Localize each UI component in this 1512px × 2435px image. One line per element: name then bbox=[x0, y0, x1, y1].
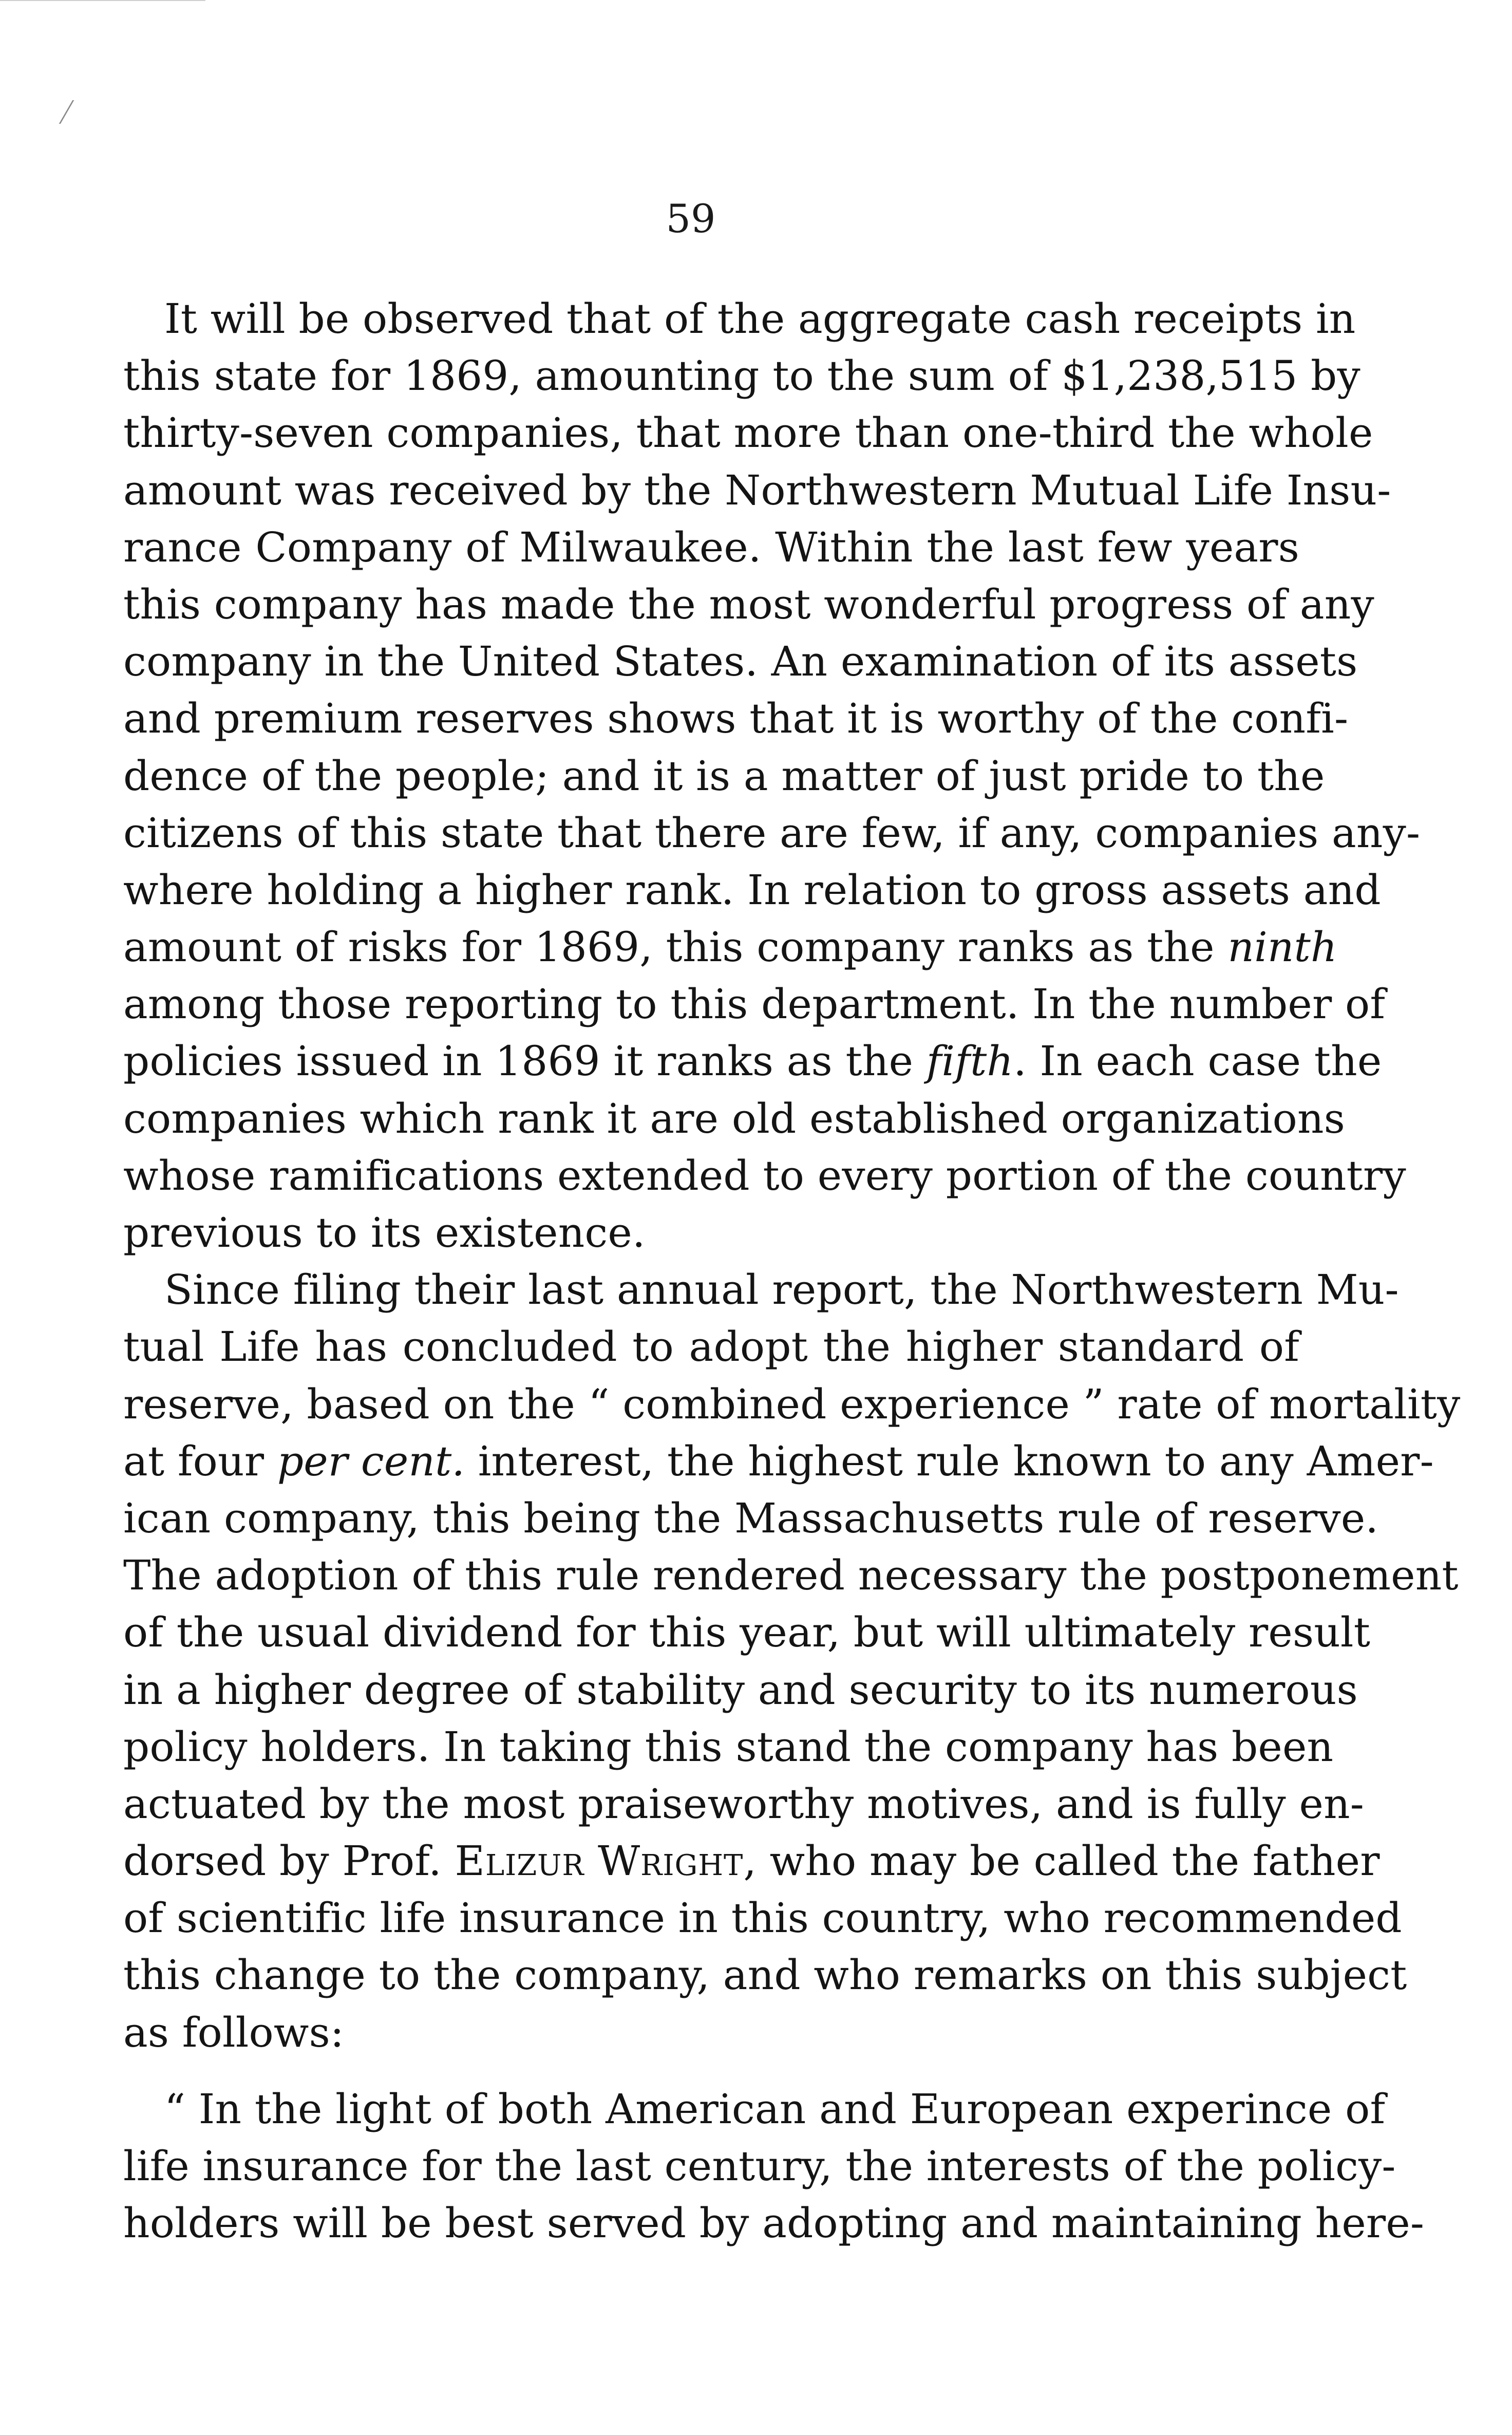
stray-pen-mark bbox=[59, 100, 82, 124]
text-line: company in the United States. An examination of its assets bbox=[123, 638, 1358, 686]
text-line: of scientific life insurance in this country, who recommended bbox=[123, 1894, 1402, 1942]
text-line: this state for 1869, amounting to the sum of $1,238,515 by bbox=[123, 352, 1360, 400]
page-number: 59 bbox=[666, 196, 716, 241]
text-line: this company has made the most wonderful progress of any bbox=[123, 580, 1374, 628]
text-line: policies issued in 1869 it ranks as the fifth. In each case the bbox=[123, 1037, 1382, 1085]
text-line: amount was received by the Northwestern Mutual Life Insu- bbox=[123, 466, 1391, 514]
text-line: previous to its existence. bbox=[123, 1209, 646, 1257]
text-line: rance Company of Milwaukee. Within the last few years bbox=[123, 523, 1299, 571]
text-line: policy holders. In taking this stand the company has been bbox=[123, 1722, 1334, 1771]
text-line: dence of the people; and it is a matter of just pride to the bbox=[123, 752, 1325, 800]
text-line: at four per cent. interest, the highest rule known to any Amer- bbox=[123, 1437, 1434, 1485]
page-edge-rule bbox=[0, 0, 205, 1]
text-line: of the usual dividend for this year, but will ultimately result bbox=[123, 1608, 1371, 1657]
text-line: as follows: bbox=[123, 2008, 344, 2056]
text-line: citizens of this state that there are few, if any, companies any- bbox=[123, 809, 1421, 857]
text-line: tual Life has concluded to adopt the higher standard of bbox=[123, 1323, 1299, 1371]
text-line: dorsed by Prof. Elizur Wright, who may be called the father bbox=[123, 1837, 1380, 1885]
text-line: amount of risks for 1869, this company ranks as the ninth bbox=[123, 923, 1337, 971]
body-text bbox=[123, 290, 1461, 2252]
quote-line: holders will be best served by adopting and maintaining here- bbox=[123, 2199, 1425, 2247]
paragraph-gap bbox=[123, 2061, 1299, 2081]
text-line: reserve, based on the “ combined experience ” rate of mortality bbox=[123, 1380, 1461, 1428]
text-line: ican company, this being the Massachusetts rule of reserve. bbox=[123, 1494, 1378, 1542]
text-line: Since filing their last annual report, the Northwestern Mu- bbox=[164, 1266, 1399, 1314]
text-line: whose ramifications extended to every portion of the country bbox=[123, 1151, 1406, 1200]
text-line: actuated by the most praiseworthy motives, and is fully en- bbox=[123, 1780, 1365, 1828]
text-line: where holding a higher rank. In relation to gross assets and bbox=[123, 866, 1381, 914]
text-line: and premium reserves shows that it is worthy of the confi- bbox=[123, 695, 1349, 743]
text-line: in a higher degree of stability and security to its numerous bbox=[123, 1665, 1358, 1714]
text-line: It will be observed that of the aggregate cash receipts in bbox=[164, 295, 1356, 343]
text-line: The adoption of this rule rendered necessary the postponement bbox=[123, 1551, 1459, 1600]
quote-line: “ In the light of both American and European experince of bbox=[164, 2085, 1386, 2133]
text-line: companies which rank it are old established organizations bbox=[123, 1094, 1345, 1142]
text-line: this change to the company, and who remarks on this subject bbox=[123, 1951, 1407, 1999]
text-line: thirty-seven companies, that more than one-third the whole bbox=[123, 409, 1373, 457]
quote-line: life insurance for the last century, the interests of the policy- bbox=[123, 2142, 1396, 2190]
text-line: among those reporting to this department. In the number of bbox=[123, 980, 1386, 1028]
